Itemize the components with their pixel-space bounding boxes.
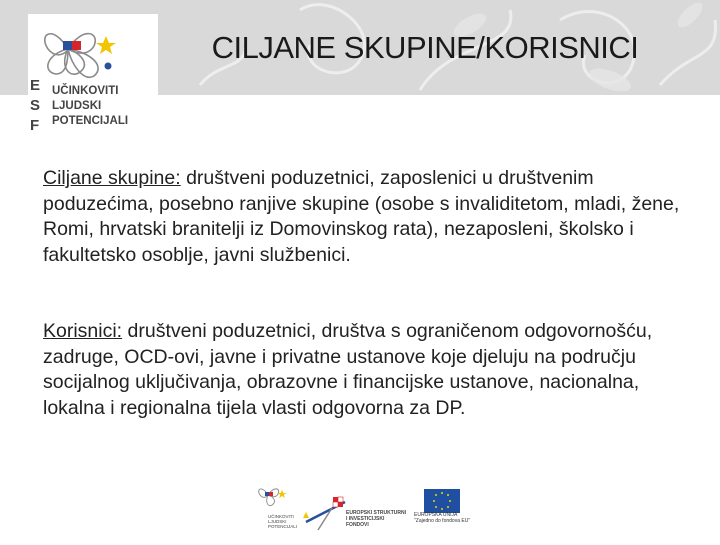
esf-words bbox=[52, 84, 128, 129]
eu-caption-line: EUROPSKA UNIJA bbox=[414, 512, 458, 518]
beneficiaries-label: Korisnici: bbox=[43, 320, 123, 342]
esf-word: LJUDSKI bbox=[52, 100, 102, 112]
esf-letter: F bbox=[30, 117, 40, 134]
page-title: CILJANE SKUPINE/KORISNICI bbox=[211, 30, 639, 65]
target-groups-text: društveni poduzetnici, zaposlenici u društvenim poduzećima, posebno ranjive skupine (osobe s invaliditetom, mladi, žene, Romi, hrvatski branitelji iz Domovinskog rata), nezaposleni, školsko i fakultetsko osoblje, javni službenici. bbox=[43, 167, 680, 266]
esf-flower-icon bbox=[28, 14, 158, 84]
es-fondovi-caption bbox=[346, 510, 406, 528]
esf-letter: E bbox=[30, 77, 41, 94]
small-esf-word: UČINKOVITI bbox=[268, 514, 294, 519]
es-fondovi-line: I INVESTICIJSKI FONDOVI bbox=[346, 516, 385, 528]
footer-logos bbox=[0, 480, 720, 540]
small-esf-word: POTENCIJALI bbox=[268, 524, 298, 529]
es-fondovi-line: EUROPSKI STRUKTURNI bbox=[346, 510, 407, 516]
small-esf-word: LJUDSKI bbox=[268, 519, 287, 524]
eu-flag-icon bbox=[424, 489, 460, 513]
esf-word: POTENCIJALI bbox=[52, 115, 129, 127]
eu-caption-line: "Zajedno do fondova EU" bbox=[414, 518, 471, 524]
esf-word: UČINKOVITI bbox=[52, 85, 119, 97]
small-esf-logo-icon bbox=[259, 489, 287, 506]
small-esf-words bbox=[268, 514, 298, 529]
eu-caption bbox=[414, 512, 484, 524]
target-groups-label: Ciljane skupine: bbox=[43, 167, 181, 189]
target-groups-paragraph bbox=[43, 166, 683, 268]
esf-letter: S bbox=[30, 97, 41, 114]
beneficiaries-paragraph bbox=[43, 319, 683, 421]
beneficiaries-text: društveni poduzetnici, društva s ograničenom odgovornošću, zadruge, OCD-ovi, javne i privatne ustanove koje djeluju na području socijalnog uključivanja, obrazovne i financijske ustanove, nacionalna, lokalna i regionalna tijela vlasti odgovorna za DP. bbox=[43, 320, 653, 419]
esf-letters bbox=[30, 76, 44, 136]
es-fondovi-logo-icon bbox=[303, 497, 345, 530]
